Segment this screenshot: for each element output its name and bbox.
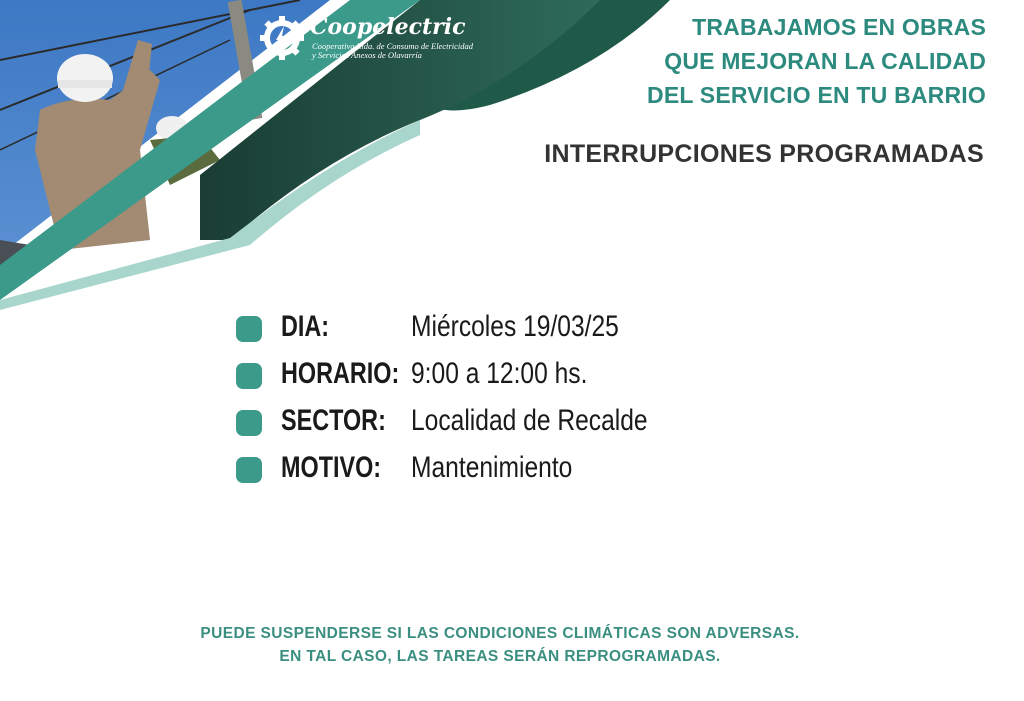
coopelectric-logo [258, 12, 508, 64]
detail-label: HORARIO: [281, 357, 400, 390]
brand-subtitle-line1: Cooperativa Ltda. de Consumo de Electricidad [312, 41, 474, 51]
headline-line1: TRABAJAMOS EN OBRAS [692, 14, 986, 40]
headline-line3: DEL SERVICIO EN TU BARRIO [647, 82, 986, 108]
rounded-square-bullet-icon [236, 316, 262, 342]
detail-label: SECTOR: [281, 404, 386, 437]
gear-lightning-icon [258, 14, 306, 62]
rounded-square-bullet-icon [236, 410, 262, 436]
brand-subtitle-line2: y Servicios Anexos de Olavarría [312, 50, 422, 60]
weather-notice [0, 622, 1000, 668]
detail-value: 9:00 a 12:00 hs. [411, 357, 588, 390]
headline-line2: QUE MEJORAN LA CALIDAD [664, 48, 986, 74]
subheading: INTERRUPCIONES PROGRAMADAS [544, 140, 984, 168]
headline [566, 10, 986, 112]
brand-name: Coopelectric [310, 14, 466, 40]
rounded-square-bullet-icon [236, 363, 262, 389]
weather-notice-line1: PUEDE SUSPENDERSE SI LAS CONDICIONES CLIMÁTICAS SON ADVERSAS. [200, 625, 800, 642]
detail-label: DIA: [281, 310, 330, 343]
detail-label: MOTIVO: [281, 451, 382, 484]
brand-subtitle [312, 42, 512, 60]
rounded-square-bullet-icon [236, 457, 262, 483]
weather-notice-line2: EN TAL CASO, LAS TAREAS SERÁN REPROGRAMADAS. [279, 648, 721, 665]
detail-value: Miércoles 19/03/25 [411, 310, 619, 343]
detail-value: Localidad de Recalde [411, 404, 648, 437]
detail-value: Mantenimiento [411, 451, 573, 484]
